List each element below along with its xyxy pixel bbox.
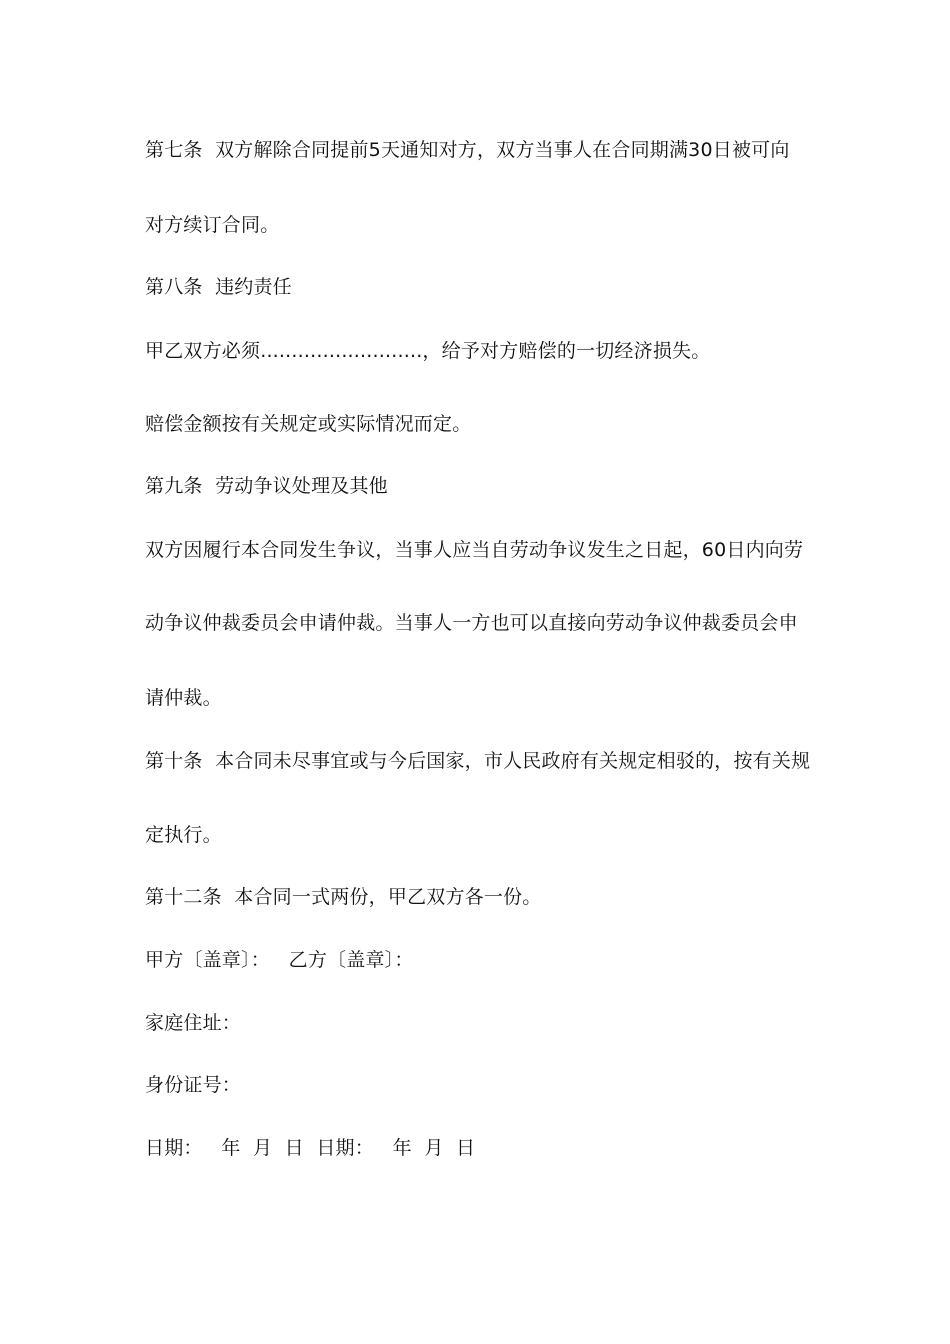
article-8-line-1: 甲乙双方必须..........................，给予对方赔偿的一切经济损失。 <box>145 340 711 362</box>
id-number-line: 身份证号： <box>145 1074 242 1096</box>
article-9-line-1: 双方因履行本合同发生争议，当事人应当自劳动争议发生之日起，60日内向劳 <box>145 539 804 561</box>
signature-seal-line: 甲方〔盖章〕： 乙方〔盖章〕： <box>145 949 414 971</box>
article-10-line-1: 第十条 本合同未尽事宜或与今后国家，市人民政府有关规定相驳的，按有关规 <box>145 750 811 772</box>
home-address-line: 家庭住址： <box>145 1012 242 1034</box>
article-8-line-2: 赔偿金额按有关规定或实际情况而定。 <box>145 413 472 435</box>
article-8-heading: 第八条 违约责任 <box>145 276 292 298</box>
date-line: 日期： 年 月 日 日期： 年 月 日 <box>145 1137 476 1159</box>
article-7-line-2: 对方续订合同。 <box>145 214 280 236</box>
article-7-line-1: 第七条 双方解除合同提前5天通知对方，双方当事人在合同期满30日被可向 <box>145 139 790 161</box>
article-10-line-2: 定执行。 <box>145 824 222 846</box>
article-12-line: 第十二条 本合同一式两份，甲乙双方各一份。 <box>145 886 542 908</box>
article-9-heading: 第九条 劳动争议处理及其他 <box>145 475 388 497</box>
article-9-line-3: 请仲裁。 <box>145 687 222 709</box>
article-9-line-2: 动争议仲裁委员会申请仲裁。当事人一方也可以直接向劳动争议仲裁委员会申 <box>145 612 798 634</box>
